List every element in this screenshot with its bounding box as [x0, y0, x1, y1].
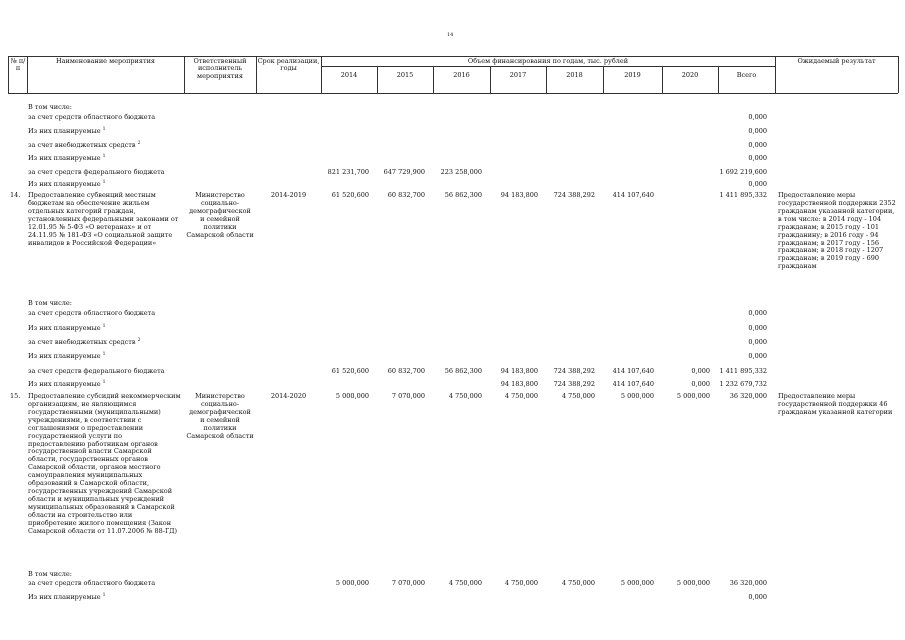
col-border — [490, 66, 491, 93]
value-cell: 36 320,000 — [729, 392, 767, 400]
year-header: 2018 — [566, 71, 583, 79]
value-cell: 0,000 — [748, 338, 767, 346]
page-number: 14 — [447, 32, 454, 38]
value-cell: 821 231,700 — [327, 168, 369, 176]
value-cell: 0,000 — [748, 113, 767, 121]
year-header: 2014 — [340, 71, 358, 79]
value-cell: 724 388,292 — [553, 191, 595, 199]
value-cell: 5 000,000 — [620, 392, 654, 400]
year-header: 2016 — [453, 71, 470, 79]
value-cell: 7 070,000 — [391, 579, 425, 587]
col-border — [662, 66, 663, 93]
item-responsible: Министерство социально-демографической и семейной политики Самарской области — [186, 191, 254, 239]
value-cell: 0,000 — [748, 180, 767, 188]
value-cell: 4 750,000 — [504, 392, 538, 400]
value-cell: 0,000 — [748, 324, 767, 332]
value-cell: 1 411 895,332 — [719, 367, 767, 375]
value-cell: 5 000,000 — [335, 579, 369, 587]
row-label: за счет внебюджетных средств $^2$ — [28, 140, 141, 149]
item-name: Предоставление субвенций местным бюджетам на обеспечение жильем отдельных категорий граждан, установленных федеральными законами от 12.01.95 № 5-ФЗ «О ветеранах» и от 24.11.95 № 181-ФЗ «О социальной защите инвалидов в Российской Федерации» — [28, 191, 179, 247]
col-border — [546, 66, 547, 93]
value-cell: 4 750,000 — [448, 392, 482, 400]
year-header: 2019 — [624, 71, 641, 79]
header-no: № п/п — [10, 57, 26, 73]
value-cell: 4 750,000 — [448, 579, 482, 587]
header-funding: Объем финансирования по годам, тыс. рублей — [467, 57, 629, 65]
value-cell: 5 000,000 — [676, 392, 710, 400]
value-cell: 414 107,640 — [612, 191, 654, 199]
value-cell: 5 000,000 — [335, 392, 369, 400]
value-cell: 223 258,000 — [440, 168, 482, 176]
value-cell: 0,000 — [691, 367, 710, 375]
value-cell: 414 107,640 — [612, 380, 654, 388]
item-number: 15. — [10, 392, 21, 400]
value-cell: 36 320,000 — [729, 579, 767, 587]
year-header: 2020 — [681, 71, 699, 79]
item-name: Предоставление субсидий некоммерческим организациям, не являющимся государственными (муниципальными) учреждениями, в соответствии с соглашениями о предоставлении государственной услуги по предоставлению работникам органов государственной власти Самарской области, государственных органов Самарской области, органов местного самоуправления муниципальных образований в Самарской области, государственных учреждений Самарской области и муниципальных учреждений муниципальных образований в Самарской области на строительство или приобретение жилого помещения (Закон Самарской области от 11.07.2006 № 88-ГД) — [28, 392, 181, 535]
value-cell: 60 832,700 — [387, 191, 425, 199]
row-label: Из них планируемые $^1$ — [28, 351, 106, 360]
value-cell: 0,000 — [748, 127, 767, 135]
row-label: Из них планируемые $^1$ — [28, 179, 106, 188]
v-tom-chisle: В том числе: — [28, 570, 72, 578]
value-cell: 0,000 — [748, 352, 767, 360]
row-label: за счет средств областного бюджета — [28, 579, 156, 587]
row-label: Из них планируемые $^1$ — [28, 153, 106, 162]
v-tom-chisle: В том числе: — [28, 103, 72, 111]
col-border — [718, 66, 719, 93]
value-cell: 4 750,000 — [504, 579, 538, 587]
value-cell: 0,000 — [748, 141, 767, 149]
col-border — [433, 66, 434, 93]
year-header: Всего — [736, 71, 757, 79]
col-border — [898, 56, 899, 93]
header-result: Ожидаемый результат — [797, 57, 876, 65]
row-label: за счет средств областного бюджета — [28, 309, 156, 317]
value-cell: 1 692 219,600 — [719, 168, 767, 176]
value-cell: 724 388,292 — [553, 380, 595, 388]
item-responsible: Министерство социально-демографической и семейной политики Самарской области — [186, 392, 254, 440]
value-cell: 4 750,000 — [561, 392, 595, 400]
item-period: 2014-2020 — [270, 392, 307, 400]
item-result: Предоставление меры государственной поддержки 46 гражданам указанной категории — [778, 392, 893, 416]
value-cell: 56 862,300 — [444, 367, 482, 375]
row-label: Из них планируемые $^1$ — [28, 126, 106, 135]
value-cell: 1 232 679,732 — [719, 380, 767, 388]
item-period: 2014-2019 — [270, 191, 307, 199]
value-cell: 0,000 — [748, 593, 767, 601]
header-bottom-border — [8, 93, 898, 94]
header-responsible: Ответственный исполнитель мероприятия — [193, 57, 247, 80]
value-cell: 61 520,600 — [331, 191, 369, 199]
header-name: Наименование мероприятия — [55, 57, 156, 65]
year-header: 2015 — [396, 71, 414, 79]
value-cell: 94 183,800 — [500, 191, 538, 199]
value-cell: 0,000 — [691, 380, 710, 388]
value-cell: 4 750,000 — [561, 579, 595, 587]
value-cell: 60 832,700 — [387, 367, 425, 375]
value-cell: 647 729,900 — [383, 168, 425, 176]
value-cell: 56 862,300 — [444, 191, 482, 199]
row-label: за счет внебюджетных средств $^2$ — [28, 337, 141, 346]
row-label: Из них планируемые $^1$ — [28, 379, 106, 388]
year-header: 2017 — [509, 71, 527, 79]
value-cell: 5 000,000 — [676, 579, 710, 587]
row-label: Из них планируемые $^1$ — [28, 323, 106, 332]
value-cell: 0,000 — [748, 154, 767, 162]
value-cell: 61 520,600 — [331, 367, 369, 375]
value-cell: 724 388,292 — [553, 367, 595, 375]
value-cell: 1 411 895,332 — [719, 191, 767, 199]
row-label: за счет средств федерального бюджета — [28, 168, 165, 176]
year-header-divider — [321, 66, 775, 67]
col-border — [184, 56, 185, 93]
row-label: Из них планируемые $^1$ — [28, 592, 106, 601]
value-cell: 7 070,000 — [391, 392, 425, 400]
value-cell: 5 000,000 — [620, 579, 654, 587]
value-cell: 0,000 — [748, 309, 767, 317]
header-period: Срок реализации, годы — [257, 57, 320, 73]
v-tom-chisle: В том числе: — [28, 299, 72, 307]
row-label: за счет средств федерального бюджета — [28, 367, 165, 375]
col-border — [603, 66, 604, 93]
row-label: за счет средств областного бюджета — [28, 113, 156, 121]
value-cell: 94 183,800 — [500, 380, 538, 388]
item-result: Предоставление меры государственной поддержки 2352 гражданам указанной категории, в том числе: в 2014 году - 104 гражданам; в 2015 году - 101 гражданину; в 2016 году - 94 гражданам; в 2017 году - 156 гражданам; в 2018 году - 1207 гражданам; в 2019 году - 690 гражданам — [778, 191, 896, 271]
value-cell: 94 183,800 — [500, 367, 538, 375]
value-cell: 414 107,640 — [612, 367, 654, 375]
col-border — [377, 66, 378, 93]
item-number: 14. — [10, 191, 21, 199]
